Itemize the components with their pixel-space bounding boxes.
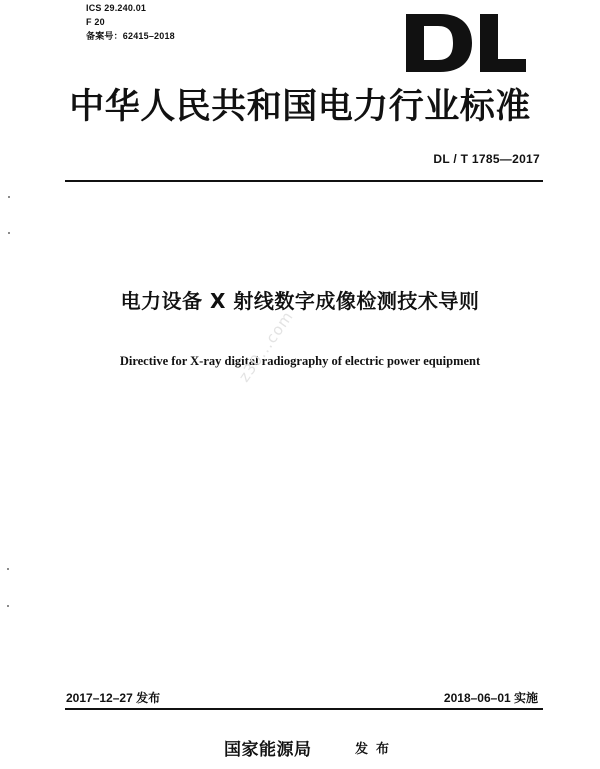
standard-category-title: 中华人民共和国电力行业标准 [69,86,531,127]
ics-code: ICS 29.240.01 [86,3,147,13]
implementation-date: 2018–06–01 实施 [443,691,538,705]
standard-number: DL / T 1785—2017 [433,152,540,166]
watermark: z30...com [235,307,297,386]
classification-code: F 20 [86,17,105,27]
scan-mark [8,232,10,234]
bottom-divider [65,708,543,710]
issue-date: 2017–12–27 发布 [66,691,161,705]
issue-label: 发布 [355,742,398,757]
document-title-english: Directive for X-ray digital radiography of electric power equipment [119,354,481,368]
dl-logo [400,10,530,74]
dl-logo-letter-l [480,14,526,72]
scan-mark [7,568,9,570]
dl-logo-letter-d [406,14,472,72]
document-title-chinese: 电力设备 X 射线数字成像检测技术导则 [120,289,480,313]
top-divider [65,180,543,182]
scan-mark [8,196,10,198]
scan-mark [7,605,9,607]
filing-number: 备案号：62415–2018 [86,31,175,41]
issuing-authority: 国家能源局 [224,740,312,760]
